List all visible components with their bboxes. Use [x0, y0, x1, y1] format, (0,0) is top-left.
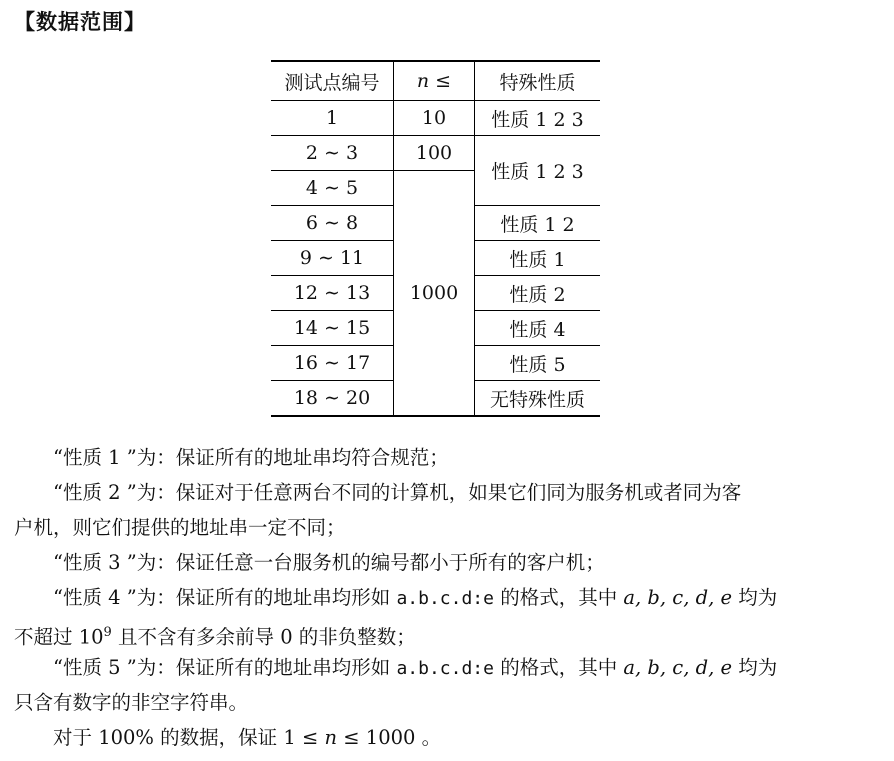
cell-prop: 性质 1 — [475, 241, 601, 276]
text: 均为 — [732, 586, 778, 609]
cell-id: 4 ∼ 5 — [271, 171, 394, 206]
cell-id: 16 ∼ 17 — [271, 346, 394, 381]
cell-prop: 性质 1 2 — [475, 206, 601, 241]
cell-prop: 无特殊性质 — [475, 381, 601, 417]
cell-id: 1 — [271, 101, 394, 136]
section-title: 【数据范围】 — [14, 10, 146, 34]
cell-id: 9 ∼ 11 — [271, 241, 394, 276]
cell-id: 14 ∼ 15 — [271, 311, 394, 346]
note-property-5-line1 — [14, 650, 894, 686]
note-property-3: “性质 3 ”为：保证任意一台服务机的编号都小于所有的客户机； — [53, 551, 605, 574]
data-range-table — [271, 60, 600, 417]
math-vars: a, b, c, d, e — [623, 586, 733, 609]
cell-id: 6 ∼ 8 — [271, 206, 394, 241]
math-n: n — [324, 726, 338, 749]
note-data-bound — [14, 720, 894, 755]
cell-prop: 性质 4 — [475, 311, 601, 346]
note-property-2-line1: “性质 2 ”为：保证对于任意两台不同的计算机，如果它们同为服务机或者同为客 — [53, 481, 742, 504]
cell-id: 2 ∼ 3 — [271, 136, 394, 171]
note-property-2-line2: 户机，则它们提供的地址串一定不同； — [14, 516, 346, 539]
note-property-5-line2: 只含有数字的非空字符串。 — [14, 691, 249, 714]
format-code: a.b.c.d:e — [396, 588, 494, 609]
cell-prop: 性质 1 2 3 — [475, 101, 601, 136]
header-property: 特殊性质 — [475, 61, 601, 101]
exponent: 9 — [103, 625, 112, 640]
header-test-id: 测试点编号 — [271, 61, 394, 101]
text: “性质 4 ”为：保证所有的地址串均形如 — [53, 586, 397, 609]
text: 对于 100% 的数据，保证 1 ≤ — [53, 726, 325, 749]
cell-n: 1000 — [394, 171, 475, 417]
note-property-4-line2 — [14, 615, 874, 655]
note-property-4-line1 — [14, 580, 894, 616]
note-property-1: “性质 1 ”为：保证所有的地址串均符合规范； — [53, 446, 449, 469]
header-n: n ≤ — [394, 61, 475, 101]
cell-prop: 性质 2 — [475, 276, 601, 311]
text: ≤ 1000 。 — [337, 726, 442, 749]
text: “性质 5 ”为：保证所有的地址串均形如 — [53, 656, 397, 679]
text: 均为 — [732, 656, 778, 679]
math-vars: a, b, c, d, e — [623, 656, 733, 679]
text: 的格式，其中 — [494, 656, 624, 679]
cell-id: 12 ∼ 13 — [271, 276, 394, 311]
cell-prop: 性质 5 — [475, 346, 601, 381]
format-code: a.b.c.d:e — [396, 658, 494, 679]
cell-prop: 性质 1 2 3 — [475, 136, 601, 206]
text: 不超过 10 — [14, 625, 104, 649]
cell-id: 18 ∼ 20 — [271, 381, 394, 417]
text: 且不含有多余前导 0 的非负整数； — [111, 625, 416, 649]
cell-n: 10 — [394, 101, 475, 136]
text: 的格式，其中 — [494, 586, 624, 609]
cell-n: 100 — [394, 136, 475, 171]
